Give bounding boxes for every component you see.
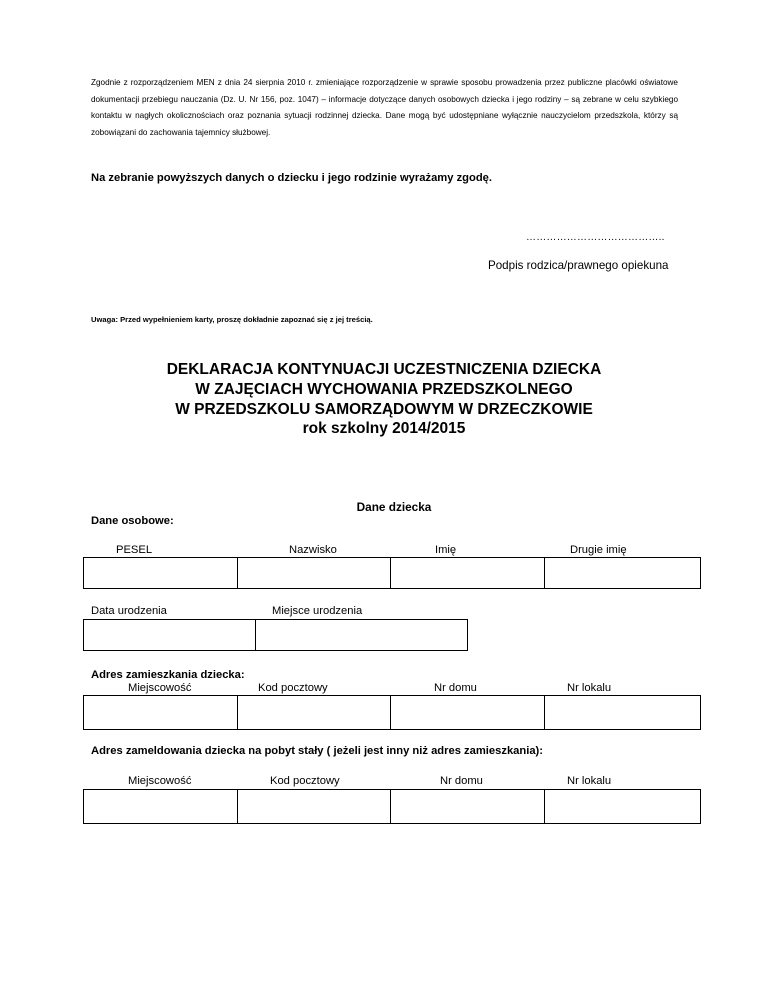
registered-house-number-field[interactable]	[391, 790, 544, 823]
birth-place-label: Miejsce urodzenia	[272, 605, 363, 617]
residence-address-heading: Adres zamieszkania dziecka:	[91, 669, 245, 681]
warning-note: Uwaga: Przed wypełnieniem karty, proszę dokładnie zapoznać się z jej treścią.	[91, 315, 373, 324]
residence-apartment-label: Nr lokalu	[567, 682, 612, 694]
title-line-4: rok szkolny 2014/2015	[302, 420, 466, 438]
signature-line: …………………………………..	[526, 232, 665, 243]
residence-apartment-field[interactable]	[545, 696, 700, 729]
title-line-1: DEKLARACJA KONTYNUACJI UCZESTNICZENIA DZIECKA	[166, 361, 602, 378]
second-name-field[interactable]	[545, 558, 700, 588]
second-name-label: Drugie imię	[570, 544, 627, 556]
residence-city-field[interactable]	[84, 696, 237, 729]
personal-data-heading: Dane osobowe:	[91, 515, 174, 527]
consent-statement: Na zebranie powyższych danych o dziecku i jego rodzinie wyrażamy zgodę.	[91, 172, 492, 184]
registered-apartment-field[interactable]	[545, 790, 700, 823]
registered-address-heading: Adres zameldowania dziecka na pobyt stały ( jeżeli jest inny niż adres zamieszkania):	[91, 745, 544, 757]
title-line-3: W PRZEDSZKOLU SAMORZĄDOWYM W DRZECZKOWIE	[175, 400, 593, 418]
birth-date-field[interactable]	[84, 620, 255, 650]
personal-data-table	[83, 557, 701, 589]
residence-house-number-label: Nr domu	[434, 682, 477, 694]
surname-field[interactable]	[238, 558, 390, 588]
section-title: Dane dziecka	[356, 500, 432, 514]
title-line-2: W ZAJĘCIACH WYCHOWANIA PRZEDSZKOLNEGO	[195, 380, 573, 398]
residence-house-number-field[interactable]	[391, 696, 544, 729]
residence-postcode-field[interactable]	[238, 696, 390, 729]
pesel-field[interactable]	[84, 558, 237, 588]
first-name-field[interactable]	[391, 558, 544, 588]
registered-city-field[interactable]	[84, 790, 237, 823]
surname-label: Nazwisko	[289, 544, 337, 556]
first-name-label: Imię	[435, 544, 457, 556]
residence-city-label: Miejscowość	[128, 682, 192, 694]
registered-postcode-field[interactable]	[238, 790, 390, 823]
registered-address-table	[83, 789, 701, 824]
registered-house-number-label: Nr domu	[440, 775, 483, 787]
document-title	[100, 360, 668, 439]
residence-address-table	[83, 695, 701, 730]
registered-apartment-label: Nr lokalu	[567, 775, 612, 787]
pesel-label: PESEL	[116, 544, 153, 556]
birth-data-table	[83, 619, 468, 651]
data-protection-notice: Zgodnie z rozporządzeniem MEN z dnia 24 sierpnia 2010 r. zmieniające rozporządzenie w sprawie sposobu prowadzenia przez publiczne placówki oświatowe dokumentacji przebiegu nauczania (Dz. U. Nr 156, poz. 1047) – informacje dotyczące danych osobowych dziecka i jego rodziny – są zebrane w celu szybkiego kontaktu w nagłych okolicznościach oraz poznania sytuacji rodzinnej dziecka. Dane mogą być udostępniane wyłącznie nauczycielom przedszkola, którzy są zobowiązani do zachowania tajemnicy służbowej.	[91, 78, 678, 137]
signature-label: Podpis rodzica/prawnego opiekuna	[488, 259, 669, 272]
birth-place-field[interactable]	[256, 620, 467, 650]
birth-date-label: Data urodzenia	[91, 605, 167, 617]
registered-city-label: Miejscowość	[128, 775, 192, 787]
registered-postcode-label: Kod pocztowy	[270, 775, 340, 787]
residence-postcode-label: Kod pocztowy	[258, 682, 328, 694]
